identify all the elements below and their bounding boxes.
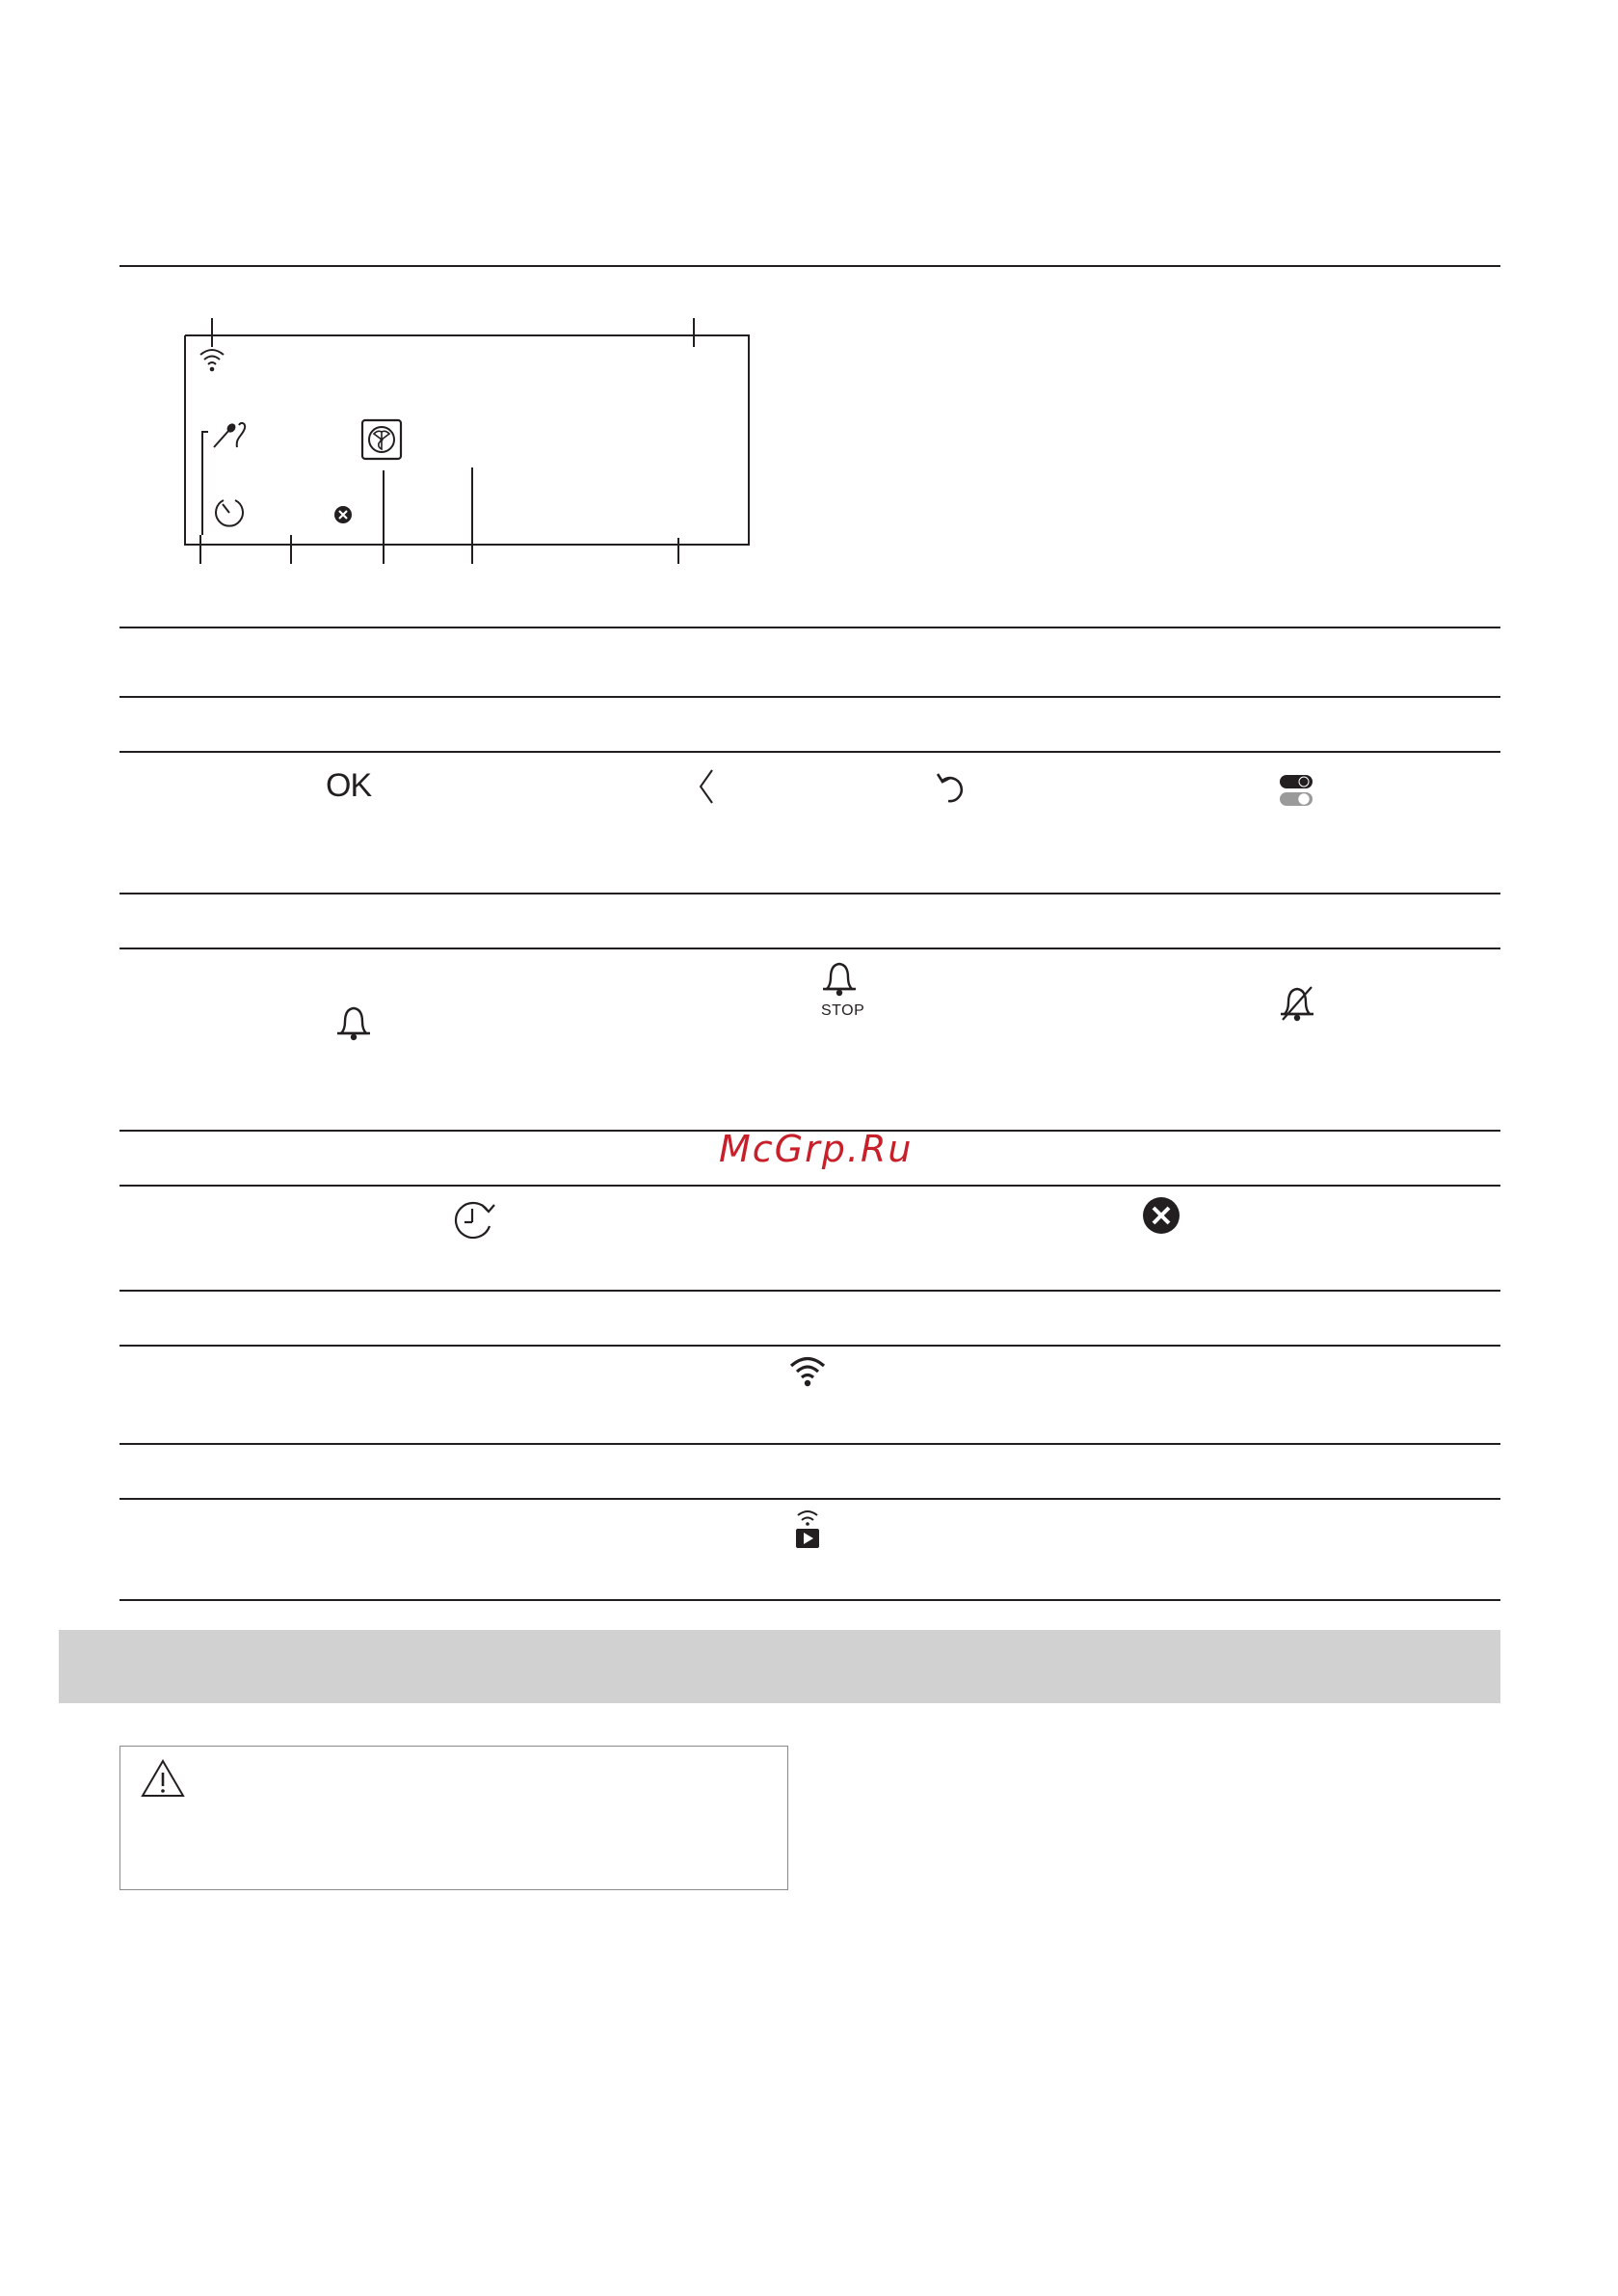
toggle-icon bbox=[1278, 773, 1314, 810]
table-rule bbox=[119, 751, 1500, 753]
timer-icon bbox=[212, 495, 247, 530]
bell-stop-icon bbox=[819, 960, 860, 999]
bell-muted-icon bbox=[1277, 983, 1317, 1024]
table-rule bbox=[119, 1345, 1500, 1347]
chevron-left-icon bbox=[696, 767, 717, 806]
table-rule bbox=[119, 893, 1500, 894]
cancel-small-icon bbox=[333, 505, 353, 524]
bell-icon bbox=[333, 1002, 374, 1043]
section-header-band bbox=[59, 1630, 1500, 1703]
warning-triangle-icon bbox=[140, 1758, 186, 1799]
remote-start-icon bbox=[792, 1508, 823, 1550]
table-rule bbox=[119, 1599, 1500, 1601]
time-repeat-icon bbox=[453, 1199, 497, 1241]
wifi-icon bbox=[788, 1353, 827, 1388]
warning-box bbox=[119, 1746, 788, 1890]
watermark-text: McGrp.Ru bbox=[719, 1128, 914, 1170]
stop-label: STOP bbox=[821, 1002, 865, 1019]
table-rule bbox=[119, 948, 1500, 949]
table-rule bbox=[119, 696, 1500, 698]
wifi-icon bbox=[198, 345, 226, 372]
display-diagram bbox=[173, 308, 771, 569]
table-rule bbox=[119, 1185, 1500, 1187]
undo-icon bbox=[935, 769, 969, 806]
table-rule bbox=[119, 1290, 1500, 1292]
table-rule bbox=[119, 1443, 1500, 1445]
cancel-icon bbox=[1141, 1195, 1181, 1236]
table-rule bbox=[119, 1498, 1500, 1500]
fan-heating-icon bbox=[360, 418, 403, 461]
ok-icon: OK bbox=[326, 767, 372, 804]
food-sensor-icon bbox=[210, 420, 252, 451]
section-rule bbox=[119, 265, 1500, 267]
table-rule bbox=[119, 627, 1500, 628]
